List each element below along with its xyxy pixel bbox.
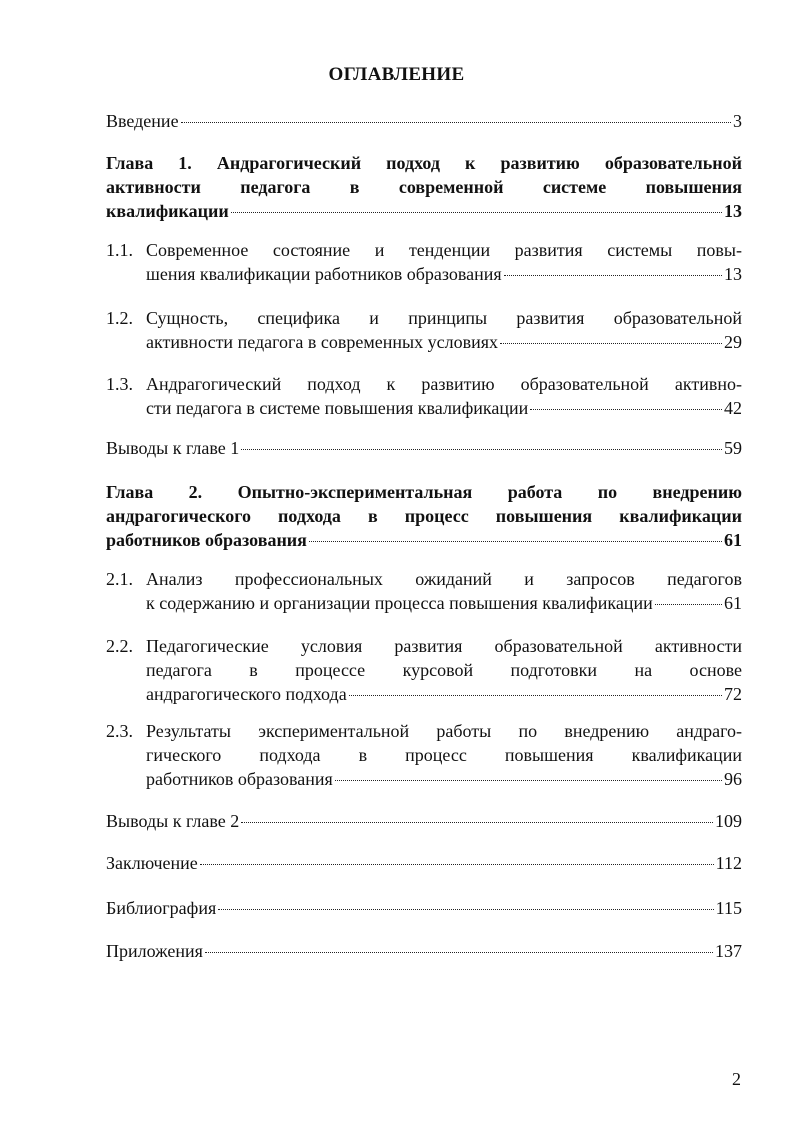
toc-entry-number: 1.1. [106,240,133,260]
toc-entry-text-line: Сущность, специфика и принципы развития образовательной [146,308,742,328]
toc-entry-text-line: Введение [106,111,179,131]
dot-leader [231,212,722,213]
toc-entry-text-line: активности педагога в современной системе повышения [106,177,742,197]
dot-leader [200,864,714,865]
toc-entry-number: 2.3. [106,721,133,741]
dot-leader [504,275,722,276]
dot-leader [205,952,713,953]
toc-entry-text-line: активности педагога в современных условиях [146,332,499,352]
toc-entry-text-line: работников образования [106,530,307,550]
toc-entry[interactable] [106,809,742,833]
dot-leader [530,409,722,410]
dot-leader [335,780,722,781]
toc-entry[interactable] [106,306,742,354]
toc-entry-page: 29 [724,332,742,352]
toc-entry-text-line: Современное состояние и тенденции развития системы повы- [146,240,742,260]
toc-entry-text-line: андрагогического подхода в процесс повышения квалификации [106,506,742,526]
toc-entry-page: 115 [715,898,742,918]
toc-entry-page: 96 [724,769,742,789]
dot-leader [500,343,722,344]
toc-entry-text-line: Выводы к главе 1 [106,438,240,458]
toc-entry-page: 13 [724,264,742,284]
dot-leader [349,695,722,696]
toc-entry-text-line: сти педагога в системе повышения квалификации [146,398,529,418]
toc-entry-text-line: Приложения [106,941,203,961]
toc-entry[interactable] [106,480,742,552]
toc-entry-page: 42 [724,398,742,418]
toc-entry-page: 61 [724,593,742,613]
toc-entry-number: 1.2. [106,308,133,328]
toc-entry[interactable] [106,109,742,133]
toc-entry-text-line: педагога в процессе курсовой подготовки на основе [146,660,742,680]
toc-entry[interactable] [106,719,742,791]
toc-entry-number: 2.1. [106,569,133,589]
toc-entry-page: 137 [715,941,742,961]
toc-entry-page: 72 [724,684,742,704]
toc-entry-text-line: Результаты экспериментальной работы по внедрению андраго- [146,721,742,741]
toc-entry-text-line: Заключение [106,853,198,873]
toc-entry-page: 112 [715,853,742,873]
page-number: 2 [732,1069,741,1089]
page-title: ОГЛАВЛЕНИЕ [328,64,465,85]
toc-entry[interactable] [106,939,742,963]
toc-entry-text-line: гического подхода в процесс повышения квалификации [146,745,742,765]
toc-entry[interactable] [106,896,742,920]
toc-entry[interactable] [106,372,742,420]
toc-entry-text-line: Глава 1. Андрагогический подход к развитию образовательной [106,153,742,173]
toc-entry-page: 3 [733,111,742,131]
dot-leader [181,122,731,123]
toc-entry-page: 13 [724,201,742,221]
dot-leader [309,541,722,542]
toc-entry-text-line: работников образования [146,769,333,789]
toc-entry-text-line: андрагогического подхода [146,684,347,704]
toc-entry-page: 61 [724,530,742,550]
toc-entry[interactable] [106,567,742,615]
toc-entry[interactable] [106,238,742,286]
toc-entry-text-line: Библиография [106,898,217,918]
toc-entry-text-line: Андрагогический подход к развитию образовательной активно- [146,374,742,394]
toc-entry-page: 59 [724,438,742,458]
dot-leader [655,604,722,605]
toc-entry-text-line: квалификации [106,201,229,221]
toc-entry-text-line: к содержанию и организации процесса повышения квалификации [146,593,653,613]
toc-entry-number: 1.3. [106,374,133,394]
toc-entry-number: 2.2. [106,636,133,656]
toc-entry-text-line: Выводы к главе 2 [106,811,240,831]
dot-leader [218,909,713,910]
toc-entry-page: 109 [715,811,742,831]
dot-leader [241,449,722,450]
toc-entry[interactable] [106,151,742,223]
dot-leader [241,822,713,823]
toc-entry[interactable] [106,436,742,460]
toc-entry-text-line: Глава 2. Опытно-экспериментальная работа по внедрению [106,482,742,502]
toc-entry[interactable] [106,634,742,706]
toc-entry-text-line: Педагогические условия развития образовательной активности [146,636,742,656]
toc-entry[interactable] [106,851,742,875]
toc-entry-text-line: Анализ профессиональных ожиданий и запросов педагогов [146,569,742,589]
toc-entry-text-line: шения квалификации работников образования [146,264,502,284]
